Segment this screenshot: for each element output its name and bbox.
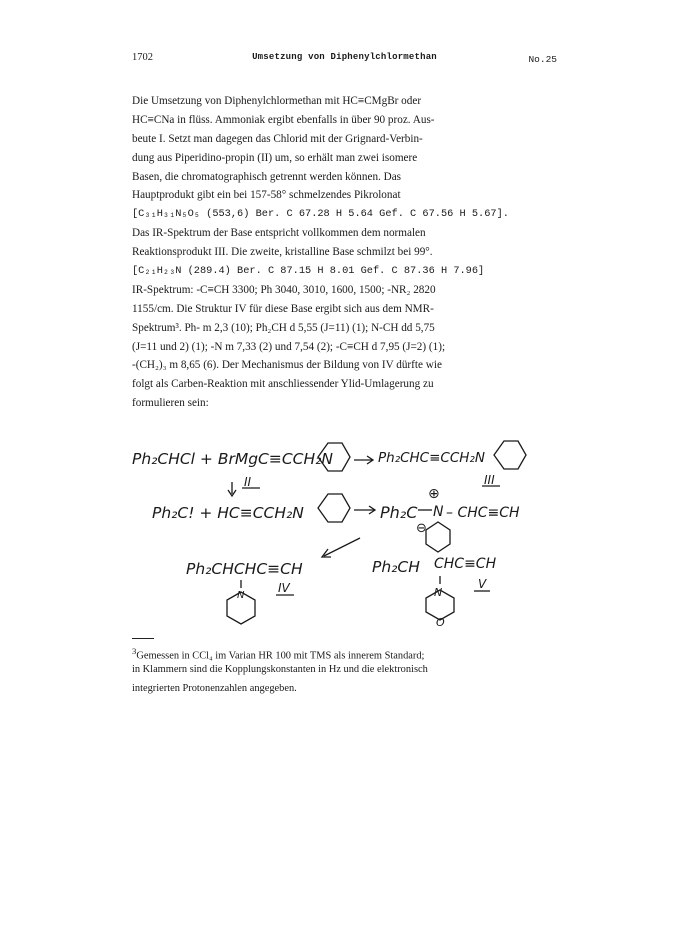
footnote-line: [132, 642, 530, 661]
text-line: folgt als Carben-Reaktion mit anschliessender Ylid-Umlagerung zu: [132, 378, 434, 391]
text-line: Hauptprodukt gibt ein bei 157-58° schmelzendes Pikrolonat: [132, 189, 401, 202]
text-line: dung aus Piperidino-propin (II) um, so erhält man zwei isomere: [132, 151, 418, 164]
body-paragraph: [132, 92, 530, 413]
label-II: II: [244, 475, 252, 489]
footnote-text: Gemessen in CCl₄ im Varian HR 100 mit TMS als innerem Standard;: [136, 650, 425, 662]
footnote-marker: 3: [132, 646, 137, 656]
reactant-formula: Ph₂CHCl + BrMgC≡CCH₂N: [132, 450, 333, 468]
text-line: formulieren sein:: [132, 397, 209, 410]
footnote-rule: [132, 638, 154, 639]
page-number: 1702: [132, 52, 153, 63]
ylide-right: – CHC≡CH: [446, 505, 520, 521]
label-III: III: [484, 473, 495, 487]
nitrogen-atom: N: [237, 590, 245, 601]
text-line: Basen, die chromatographisch getrennt werden können. Das: [132, 170, 402, 183]
label-V: V: [478, 577, 487, 591]
analysis-line: [C₂₁H₂₃N (289.4) Ber. C 87.15 H 8.01 Gef. C 87.36 H 7.96]: [132, 265, 485, 278]
product-III-formula: Ph₂CHC≡CCH₂N: [378, 450, 485, 466]
text-line: Die Umsetzung von Diphenylchlormethan mit HC≡CMgBr oder: [132, 95, 422, 107]
footnote-line: in Klammern sind die Kopplungskonstanten in Hz und die elektronisch: [132, 663, 428, 675]
nitrogen-atom: N: [434, 586, 443, 599]
ylide-left: Ph₂C: [380, 503, 418, 522]
text-line: HC≡CNa in flüss. Ammoniak ergibt ebenfalls in über 90 proz. Aus-: [132, 113, 435, 126]
ylide-nitrogen: N: [433, 504, 444, 520]
page-header: [132, 52, 557, 70]
text-line: -(CH₂)₃ m 8,65 (6). Der Mechanismus der Bildung von IV dürfte wie: [132, 359, 442, 372]
text-line: Spektrum³. Ph- m 2,3 (10); Ph₂CH d 5,55 (J=11) (1); N-CH dd 5,75: [132, 321, 435, 334]
analysis-line: [C₃₁H₃₁N₅O₅ (553,6) Ber. C 67.28 H 5.64 Gef. C 67.56 H 5.67].: [132, 208, 509, 221]
product-IV-formula: Ph₂CHCHC≡CH: [186, 560, 303, 578]
oxygen-atom: O: [436, 616, 445, 629]
reaction-scheme: [128, 438, 548, 638]
carbene-formula: Ph₂C! + HC≡CCH₂N: [152, 504, 304, 522]
footnote: [132, 642, 530, 699]
product-V-chain: CHC≡CH: [434, 556, 497, 572]
text-line: 1155/cm. Die Struktur IV für diese Base ergibt sich aus dem NMR-: [132, 302, 434, 315]
running-title: Umsetzung von Diphenylchlormethan: [252, 52, 437, 62]
text-line: Das IR-Spektrum der Base entspricht vollkommen dem normalen: [132, 227, 426, 240]
piperidine-ring: [318, 494, 350, 522]
piperidine-ring: [426, 522, 450, 552]
text-line: Reaktionsprodukt III. Die zweite, kristalline Base schmilzt bei 99°.: [132, 246, 433, 259]
text-line: IR-Spektrum: -C≡CH 3300; Ph 3040, 3010, 1600, 1500; -NR₂ 2820: [132, 283, 436, 296]
footnote-line: integrierten Protonenzahlen angegeben.: [132, 682, 297, 694]
reaction-arrow-diagonal: [324, 538, 360, 556]
plus-charge: ⊕: [428, 486, 440, 502]
product-V-formula: Ph₂CH: [372, 558, 420, 576]
text-line: (J=11 und 2) (1); -N m 7,33 (2) und 7,54 (2); -C≡CH d 7,95 (J=2) (1);: [132, 340, 446, 353]
issue-number: No.25: [528, 54, 557, 65]
piperidine-ring: [494, 441, 526, 469]
minus-charge: ⊖: [416, 521, 427, 536]
text-line: beute I. Setzt man dagegen das Chlorid mit der Grignard-Verbin-: [132, 132, 423, 145]
label-IV: IV: [278, 581, 290, 595]
